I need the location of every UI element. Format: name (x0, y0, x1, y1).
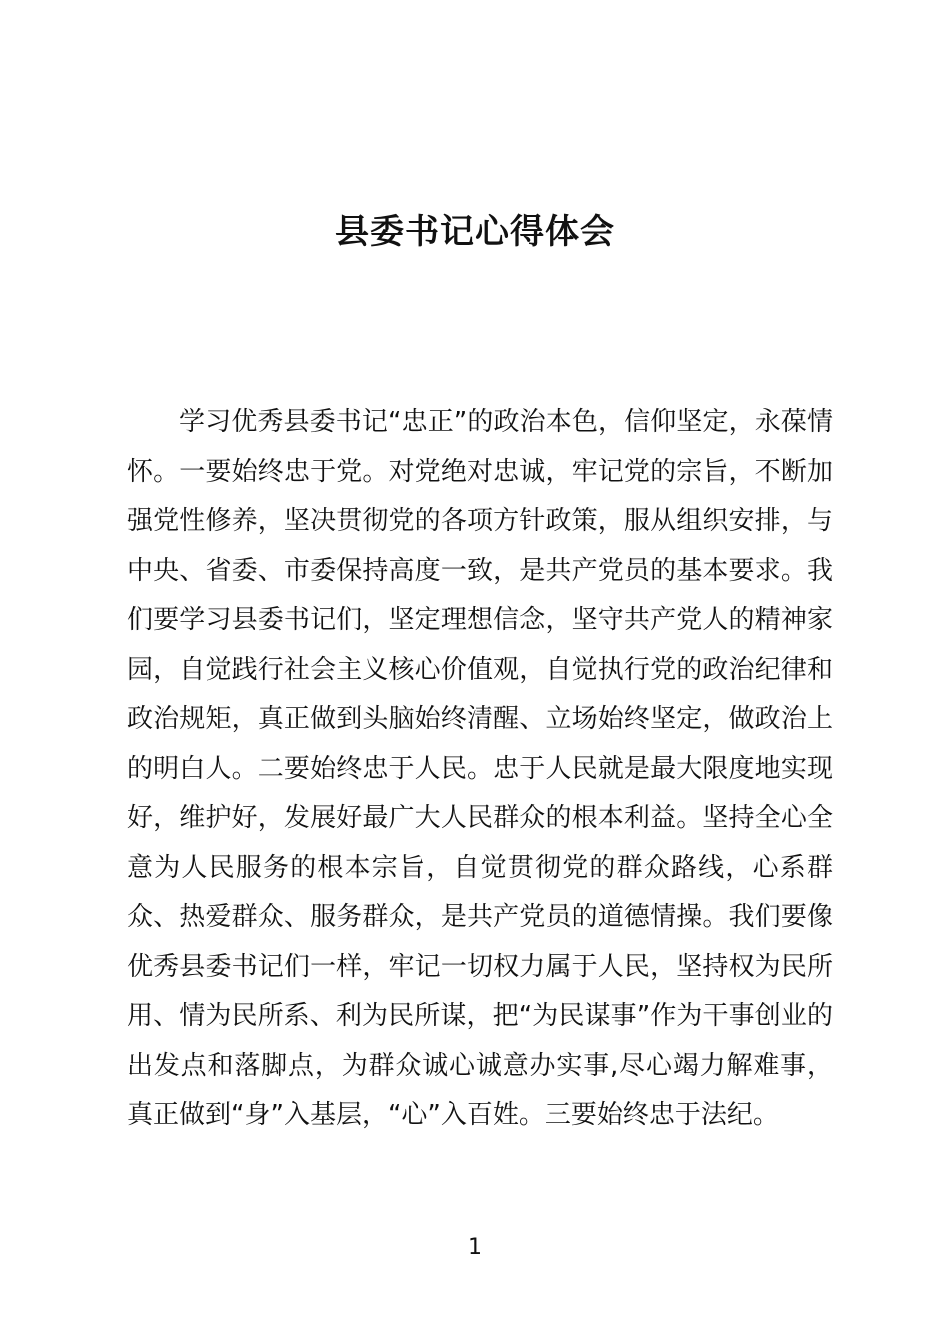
document-title: 县委书记心得体会 (335, 212, 615, 252)
body-paragraph: 学习优秀县委书记“忠正”的政治本色，信仰坚定，永葆情怀。一要始终忠于党。对党绝对忠诚，牢记党的宗旨，不断加强党性修养，坚决贯彻党的各项方针政策，服从组织安排，与中央、省委、市委保持高度一致，是共产党员的基本要求。我们要学习县委书记们，坚定理想信念，坚守共产党人的精神家园，自觉践行社会主义核心价值观，自觉执行党的政治纪律和政治规矩，真正做到头脑始终清醒、立场始终坚定，做政治上的明白人。二要始终忠于人民。忠于人民就是最大限度地实现好，维护好，发展好最广大人民群众的根本利益。坚持全心全意为人民服务的根本宗旨，自觉贯彻党的群众路线，心系群众、热爱群众、服务群众，是共产党员的道德情操。我们要像优秀县委书记们一样，牢记一切权力属于人民，坚持权为民所用、情为民所系、利为民所谋，把“为民谋事”作为干事创业的出发点和落脚点，为群众诚心诚意办实事,尽心竭力解难事，真正做到“身”入基层，“心”入百姓。三要始终忠于法纪。 (127, 407, 833, 1130)
page-number: 1 (468, 1235, 482, 1260)
